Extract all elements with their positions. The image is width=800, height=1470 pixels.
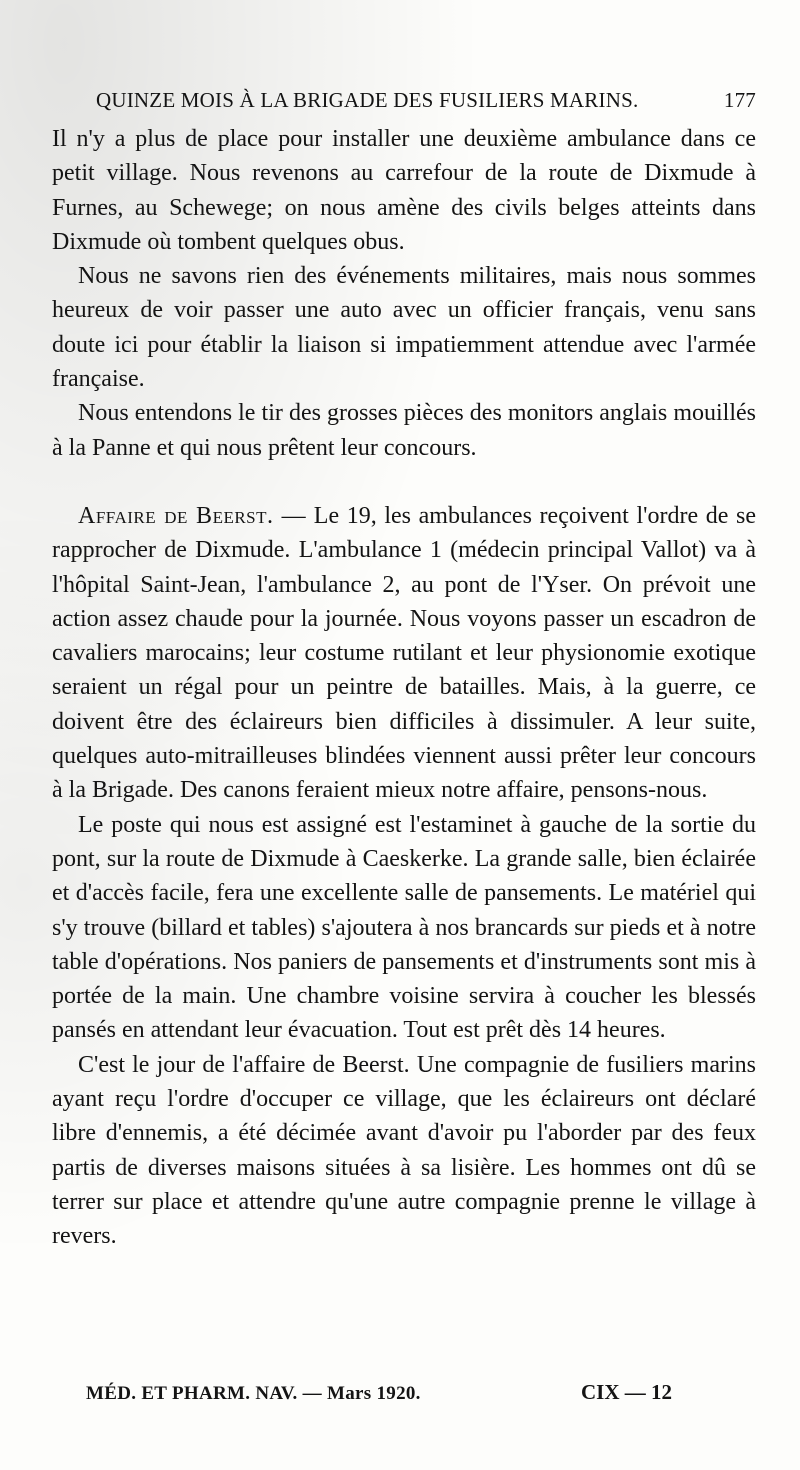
paragraph: Nous entendons le tir des grosses pièces des monitors anglais mouillés à la Panne et qui nous prêtent leur concours. [52,400,756,461]
page-number: 177 [723,88,756,112]
running-title: QUINZE MOIS À LA BRIGADE DES FUSILIERS MARINS. [96,88,639,112]
signature-mark: CIX — 12 [580,1380,672,1404]
paragraph: Il n'y a plus de place pour installer une deuxième ambulance dans ce petit village. Nous revenons au carrefour de la route de Dixmude à Furnes, au Schewege; on nous amène des civils belges atteints dans Dixmude où tombent quelques obus. [52,126,756,255]
journal-reference: MÉD. ET PHARM. NAV. — Mars 1920. [86,1383,421,1404]
section-paragraph [52,499,756,808]
page-footer [86,1380,672,1410]
paragraph: Nous ne savons rien des événements militaires, mais nous sommes heureux de voir passer une auto avec un officier français, venu sans doute ici pour établir la liaison si impatiemment attendue avec l'armée française. [52,263,756,393]
running-header [96,88,756,118]
paragraph: Le poste qui nous est assigné est l'estaminet à gauche de la sortie du pont, sur la route de Dixmude à Caeskerke. La grande salle, bien éclairée et d'accès facile, fera une excellente salle de pansements. Le matériel qui s'y trouve (billard et tables) s'ajoutera à nos brancards sur pieds et à notre table d'opérations. Nos paniers de pansements et d'instruments sont mis à portée de la main. Une chambre voisine servira à coucher les blessés pansés en attendant leur évacuation. Tout est prêt dès 14 heures. [52,811,756,1044]
section-title: Affaire de Beerst. — [78,502,307,529]
paragraph-text: Le 19, les ambulances reçoivent l'ordre de se rapprocher de Dixmude. L'ambulance 1 (médecin principal Vallot) va à l'hôpital Saint-Jean, l'ambulance 2, au pont de l'Yser. On prévoit une action assez chaude pour la journée. Nous voyons passer un escadron de cavaliers marocains; leur costume rutilant et leur physionomie exotique seraient un régal pour un peintre de batailles. Mais, à la guerre, ce doivent être des éclaireurs bien difficiles à dissimuler. A leur suite, quelques auto-mitrailleuses blindées viennent aussi prêter leur concours à la Brigade. Des canons feraient mieux notre affaire, pensons-nous. [52,502,756,804]
paragraph: C'est le jour de l'affaire de Beerst. Une compagnie de fusiliers marins ayant reçu l'ordre d'occuper ce village, que les éclaireurs ont déclaré libre d'ennemis, a été décimée avant d'avoir pu l'aborder par des feux partis de diverses maisons situées à sa lisière. Les hommes ont dû se terrer sur place et attendre qu'une autre compagnie prenne le village à revers. [52,1051,756,1250]
body-text [52,122,756,1254]
